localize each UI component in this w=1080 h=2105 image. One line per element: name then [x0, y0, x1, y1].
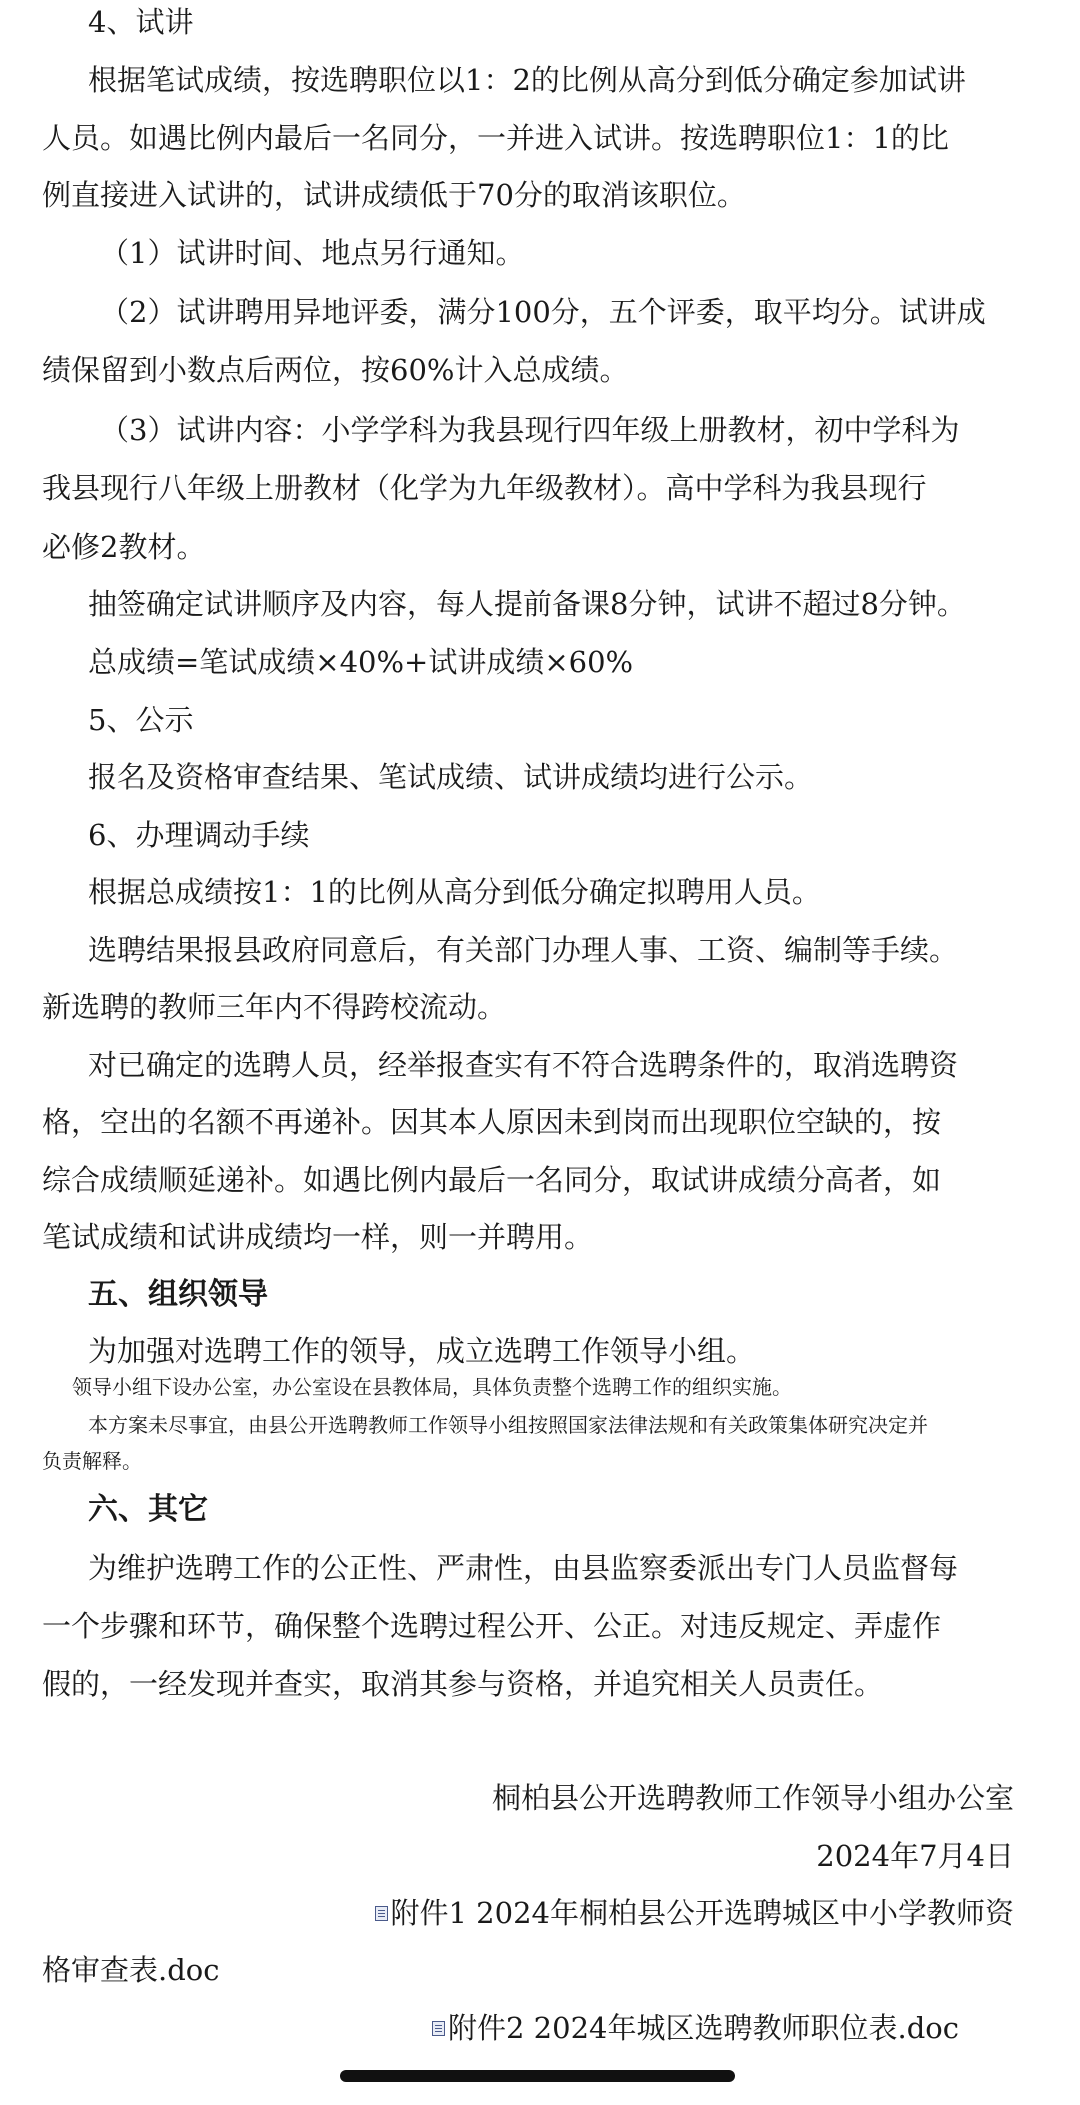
attachment-link-2-text[interactable]: 附件2 2024年城区选聘教师职位表.doc [448, 2011, 959, 2045]
attachment-link-2[interactable] [432, 2008, 959, 2048]
home-indicator-bar[interactable] [340, 2070, 735, 2082]
section-6-heading: 6、办理调动手续 [88, 818, 310, 852]
section-4-heading: 4、试讲 [88, 5, 194, 39]
score-formula: 总成绩=笔试成绩×40%+试讲成绩×60% [88, 645, 634, 679]
paragraph-line: 人员。如遇比例内最后一名同分，一并进入试讲。按选聘职位1：1的比 [42, 121, 949, 155]
attachment-link-1-text[interactable]: 附件1 2024年桐柏县公开选聘城区中小学教师资 [390, 1896, 1014, 1930]
paragraph-line: 报名及资格审查结果、笔试成绩、试讲成绩均进行公示。 [88, 760, 814, 794]
paragraph-line: 笔试成绩和试讲成绩均一样，则一并聘用。 [42, 1220, 594, 1254]
paragraph-line: 我县现行八年级上册教材（化学为九年级教材）。高中学科为我县现行 [42, 471, 927, 505]
paragraph-line: 为加强对选聘工作的领导，成立选聘工作领导小组。 [88, 1334, 756, 1368]
paragraph-line: 绩保留到小数点后两位，按60%计入总成绩。 [42, 353, 629, 387]
paragraph-line: 根据笔试成绩，按选聘职位以1：2的比例从高分到低分确定参加试讲 [88, 63, 966, 97]
paragraph-line: 格，空出的名额不再递补。因其本人原因未到岗而出现职位空缺的，按 [42, 1105, 942, 1139]
section-5-heading: 5、公示 [88, 703, 194, 737]
doc-file-icon [375, 1906, 388, 1921]
list-item: （3）试讲内容：小学学科为我县现行四年级上册教材，初中学科为 [100, 413, 960, 447]
paragraph-line: 例直接进入试讲的，试讲成绩低于70分的取消该职位。 [42, 178, 746, 212]
part-six-heading: 六、其它 [88, 1492, 208, 1527]
part-five-heading: 五、组织领导 [88, 1277, 268, 1312]
paragraph-line: 对已确定的选聘人员，经举报查实有不符合选聘条件的，取消选聘资 [88, 1048, 959, 1082]
signature-date: 2024年7月4日 [816, 1839, 1014, 1873]
attachment-link-1[interactable] [375, 1893, 1014, 1933]
paragraph-line: 为维护选聘工作的公正性、严肃性，由县监察委派出专门人员监督每 [88, 1551, 959, 1585]
paragraph-line: 一个步骤和环节，确保整个选聘过程公开、公正。对违反规定、弄虚作 [42, 1609, 942, 1643]
paragraph-line: 领导小组下设办公室，办公室设在县教体局，具体负责整个选聘工作的组织实施。 [72, 1375, 792, 1399]
doc-file-icon [432, 2021, 445, 2036]
list-item: （1）试讲时间、地点另行通知。 [100, 236, 525, 270]
paragraph-line: 抽签确定试讲顺序及内容，每人提前备课8分钟，试讲不超过8分钟。 [88, 587, 966, 621]
paragraph-line: 新选聘的教师三年内不得跨校流动。 [42, 990, 507, 1024]
paragraph-line: 负责解释。 [42, 1449, 142, 1473]
paragraph-line: 根据总成绩按1：1的比例从高分到低分确定拟聘用人员。 [88, 875, 821, 909]
paragraph-line: 综合成绩顺延递补。如遇比例内最后一名同分，取试讲成绩分高者，如 [42, 1163, 942, 1197]
paragraph-line: 本方案未尽事宜，由县公开选聘教师工作领导小组按照国家法律法规和有关政策集体研究决定并 [88, 1413, 928, 1437]
list-item: （2）试讲聘用异地评委，满分100分，五个评委，取平均分。试讲成 [100, 295, 986, 329]
paragraph-line: 选聘结果报县政府同意后，有关部门办理人事、工资、编制等手续。 [88, 933, 959, 967]
signature-org: 桐柏县公开选聘教师工作领导小组办公室 [491, 1781, 1014, 1815]
paragraph-line: 假的，一经发现并查实，取消其参与资格，并追究相关人员责任。 [42, 1667, 884, 1701]
attachment-link-1-continued[interactable]: 格审查表.doc [42, 1953, 220, 1987]
paragraph-line: 必修2教材。 [42, 530, 206, 564]
